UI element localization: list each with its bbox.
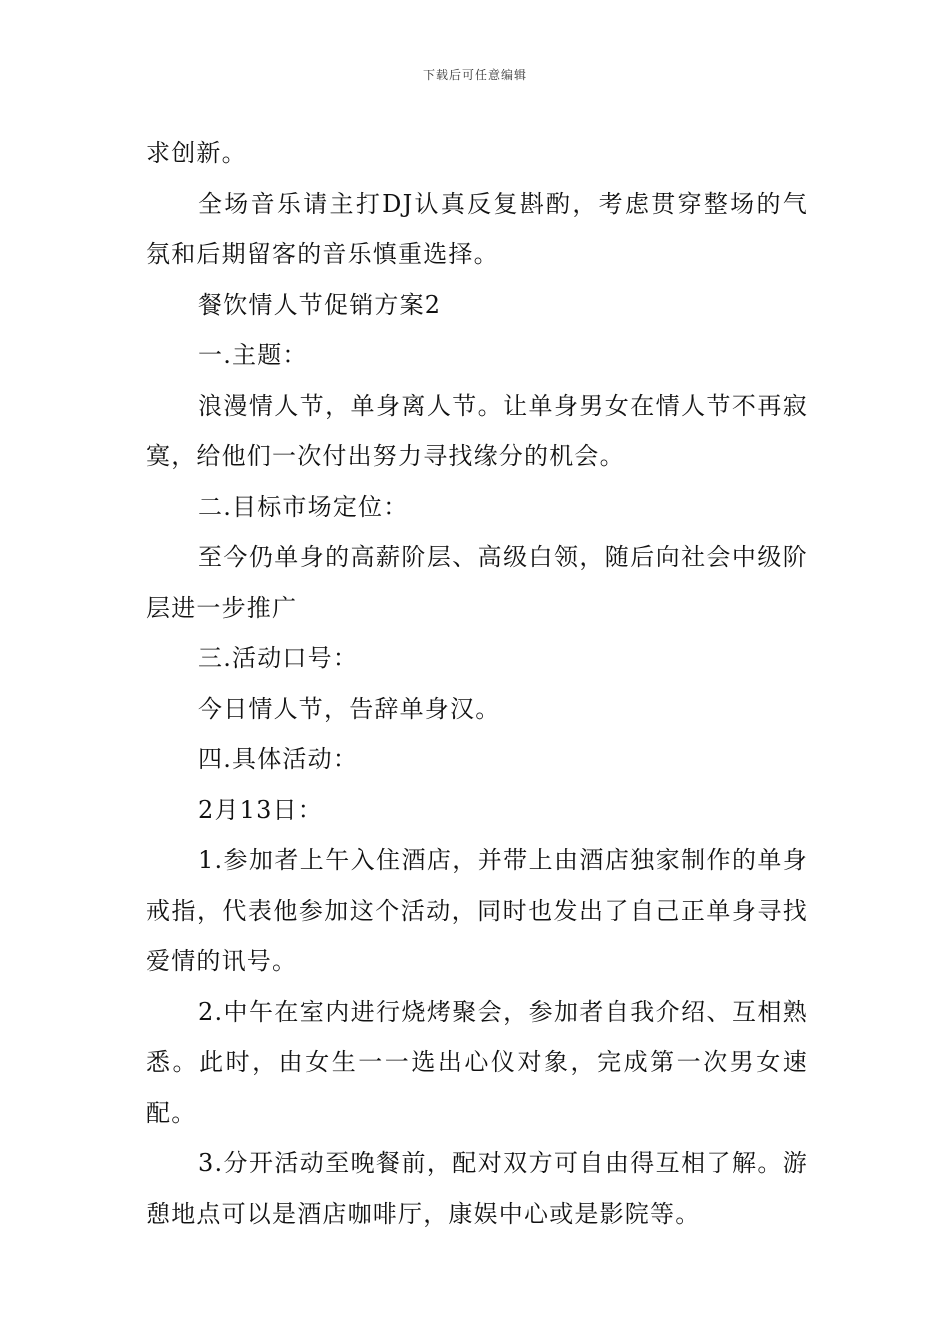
paragraph-target-market: 至今仍单身的高薪阶层、高级白领，随后向社会中级阶层进一步推广 xyxy=(146,543,808,622)
paragraph-continuation: 求创新。 xyxy=(146,139,247,167)
list-item-1: 1.参加者上午入住酒店，并带上由酒店独家制作的单身戒指，代表他参加这个活动，同时也发出了自己正单身寻找爱情的讯号。 xyxy=(146,846,808,975)
paragraph-slogan: 今日情人节，告辞单身汉。 xyxy=(198,694,501,723)
section-title: 餐饮情人节促销方案2 xyxy=(198,290,442,319)
list-item-3: 3.分开活动至晚餐前，配对双方可自由得互相了解。游憩地点可以是酒店咖啡厅，康娱中心或是影院等。 xyxy=(146,1149,808,1228)
paragraph-theme: 浪漫情人节，单身离人节。让单身男女在情人节不再寂寞，给他们一次付出努力寻找缘分的机会。 xyxy=(146,391,808,470)
page-header-note: 下载后可任意编辑 xyxy=(422,68,527,82)
heading-activities: 四.具体活动： xyxy=(198,745,359,773)
paragraph-music: 全场音乐请主打DJ认真反复斟酌，考虑贯穿整场的气氛和后期留客的音乐慎重选择。 xyxy=(146,189,808,268)
document-body xyxy=(146,128,808,1239)
list-item-2: 2.中午在室内进行烧烤聚会，参加者自我介绍、互相熟悉。此时，由女生一一选出心仪对象，完成第一次男女速配。 xyxy=(146,997,808,1127)
heading-date: 2月13日： xyxy=(198,795,324,824)
heading-theme: 一.主题： xyxy=(198,341,308,369)
heading-target-market: 二.目标市场定位： xyxy=(198,492,409,521)
heading-slogan: 三.活动口号： xyxy=(198,644,359,672)
